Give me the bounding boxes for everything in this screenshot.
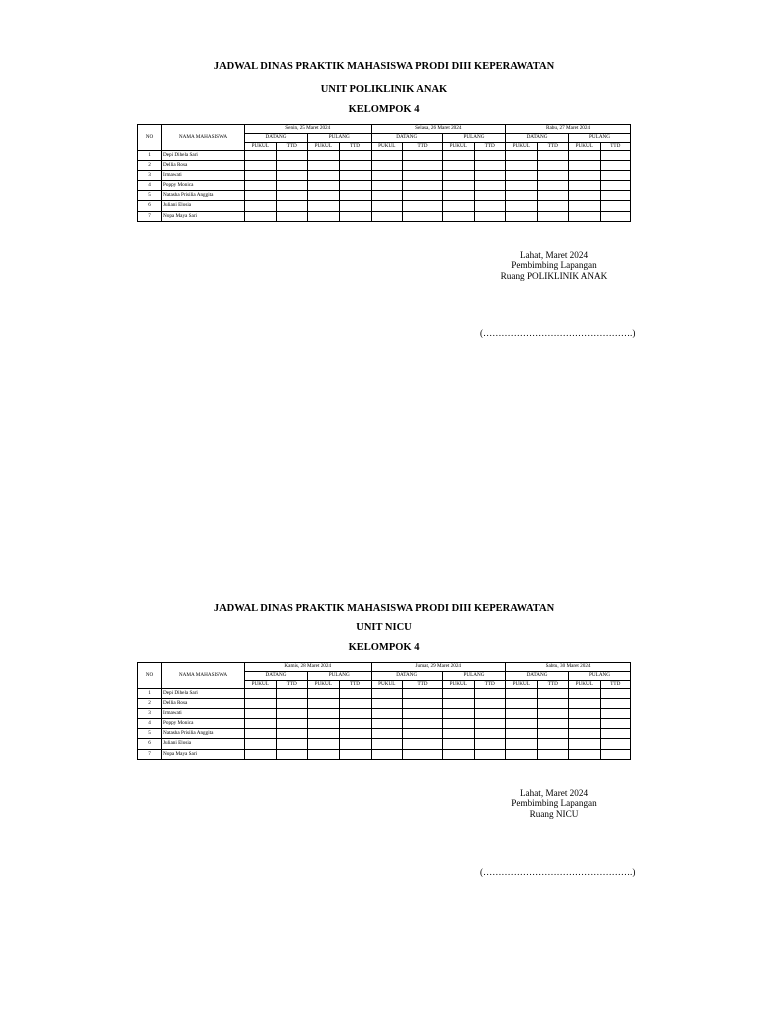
pukul-cell (308, 749, 340, 759)
ttd-cell (537, 749, 569, 759)
row-number: 6 (138, 739, 162, 749)
pukul-cell (569, 739, 601, 749)
table-row (138, 689, 631, 699)
ttd-cell (600, 699, 631, 709)
pukul-cell (371, 709, 403, 719)
pukul-cell (371, 151, 403, 161)
pukul-cell (308, 191, 340, 201)
place-date: Lahat, Maret 2024 (519, 250, 589, 260)
ttd-cell (600, 719, 631, 729)
pukul-cell (506, 191, 538, 201)
header-pukul: PUKUL (308, 143, 340, 151)
ttd-cell (339, 709, 371, 719)
ttd-cell (403, 729, 443, 739)
student-name: Nopa Maya Sari (162, 749, 245, 759)
header-pulang: PULANG (569, 134, 631, 143)
header-pulang: PULANG (308, 672, 372, 681)
pukul-cell (569, 749, 601, 759)
pukul-cell (506, 181, 538, 191)
table-row (138, 191, 631, 201)
pukul-cell (245, 151, 277, 161)
header-ttd: TTD (537, 681, 569, 689)
pukul-cell (308, 181, 340, 191)
ttd-cell (403, 749, 443, 759)
student-name: Natasha Prisilia Anggita (162, 729, 245, 739)
pukul-cell (245, 719, 277, 729)
pukul-cell (443, 729, 475, 739)
pukul-cell (443, 739, 475, 749)
header-datang: DATANG (371, 134, 443, 143)
pukul-cell (371, 729, 403, 739)
pukul-cell (506, 749, 538, 759)
header-ttd: TTD (276, 681, 308, 689)
document-title: JADWAL DINAS PRAKTIK MAHASISWA PRODI DIII KEPERAWATAN (213, 61, 555, 72)
pukul-cell (308, 729, 340, 739)
table-row (138, 171, 631, 181)
group-title: KELOMPOK 4 (348, 104, 420, 115)
header-name: NAMA MAHASISWA (162, 125, 245, 151)
header-pukul: PUKUL (371, 143, 403, 151)
ttd-cell (474, 161, 506, 171)
ttd-cell (403, 181, 443, 191)
pukul-cell (245, 749, 277, 759)
pukul-cell (506, 689, 538, 699)
room-name: Ruang NICU (529, 808, 579, 819)
pukul-cell (506, 161, 538, 171)
unit-title: UNIT POLIKLINIK ANAK (320, 84, 448, 95)
pukul-cell (245, 191, 277, 201)
ttd-cell (276, 719, 308, 729)
ttd-cell (276, 171, 308, 181)
student-name: Dellia Rosa (162, 699, 245, 709)
table-row (138, 749, 631, 759)
pukul-cell (443, 161, 475, 171)
ttd-cell (339, 739, 371, 749)
pukul-cell (245, 709, 277, 719)
pukul-cell (506, 211, 538, 221)
pukul-cell (371, 181, 403, 191)
ttd-cell (537, 201, 569, 211)
header-pukul: PUKUL (245, 681, 277, 689)
student-name: Depi Dihela Sari (162, 689, 245, 699)
pukul-cell (443, 749, 475, 759)
ttd-cell (403, 201, 443, 211)
ttd-cell (403, 151, 443, 161)
header-datang: DATANG (245, 672, 308, 681)
pukul-cell (506, 201, 538, 211)
ttd-cell (276, 729, 308, 739)
pukul-cell (443, 211, 475, 221)
place-date: Lahat, Maret 2024 (519, 788, 589, 798)
student-name: Juliani Elosia (162, 201, 245, 211)
ttd-cell (339, 191, 371, 201)
header-datang: DATANG (245, 134, 308, 143)
group-title: KELOMPOK 4 (348, 642, 420, 653)
supervisor-role: Pembimbing Lapangan (511, 260, 597, 271)
pukul-cell (443, 689, 475, 699)
ttd-cell (537, 181, 569, 191)
table-row (138, 729, 631, 739)
pukul-cell (506, 729, 538, 739)
pukul-cell (371, 161, 403, 171)
table-row (138, 161, 631, 171)
pukul-cell (371, 211, 403, 221)
pukul-cell (308, 739, 340, 749)
ttd-cell (600, 689, 631, 699)
row-number: 1 (138, 689, 162, 699)
ttd-cell (276, 749, 308, 759)
pukul-cell (308, 709, 340, 719)
row-number: 5 (138, 729, 162, 739)
schedule-table (137, 124, 631, 222)
header-pulang: PULANG (569, 672, 631, 681)
pukul-cell (245, 161, 277, 171)
student-name: Irmawati (162, 709, 245, 719)
row-number: 5 (138, 191, 162, 201)
pukul-cell (371, 749, 403, 759)
pukul-cell (245, 699, 277, 709)
ttd-cell (339, 719, 371, 729)
pukul-cell (569, 211, 601, 221)
ttd-cell (276, 201, 308, 211)
ttd-cell (600, 749, 631, 759)
pukul-cell (371, 739, 403, 749)
header-day: Sabtu, 30 Maret 2024 (506, 663, 631, 672)
ttd-cell (339, 749, 371, 759)
ttd-cell (600, 709, 631, 719)
ttd-cell (474, 181, 506, 191)
table-row (138, 719, 631, 729)
ttd-cell (276, 181, 308, 191)
pukul-cell (308, 151, 340, 161)
ttd-cell (339, 161, 371, 171)
ttd-cell (276, 191, 308, 201)
student-name: Poppy Monica (162, 181, 245, 191)
header-pulang: PULANG (443, 134, 506, 143)
header-ttd: TTD (276, 143, 308, 151)
pukul-cell (245, 211, 277, 221)
ttd-cell (474, 689, 506, 699)
ttd-cell (600, 201, 631, 211)
pukul-cell (506, 739, 538, 749)
ttd-cell (537, 699, 569, 709)
header-pukul: PUKUL (443, 143, 475, 151)
table-row (138, 151, 631, 161)
pukul-cell (569, 161, 601, 171)
row-number: 4 (138, 181, 162, 191)
ttd-cell (339, 211, 371, 221)
signature-line: (………………………………………….) (480, 328, 636, 338)
header-ttd: TTD (403, 143, 443, 151)
table-row (138, 201, 631, 211)
ttd-cell (474, 151, 506, 161)
pukul-cell (506, 719, 538, 729)
ttd-cell (537, 191, 569, 201)
ttd-cell (474, 709, 506, 719)
pukul-cell (569, 191, 601, 201)
ttd-cell (474, 201, 506, 211)
row-number: 7 (138, 211, 162, 221)
header-ttd: TTD (474, 681, 506, 689)
supervisor-role: Pembimbing Lapangan (511, 798, 597, 809)
ttd-cell (600, 161, 631, 171)
row-number: 6 (138, 201, 162, 211)
pukul-cell (443, 181, 475, 191)
header-no: NO (138, 125, 162, 151)
ttd-cell (403, 739, 443, 749)
signature-block (434, 788, 674, 819)
ttd-cell (276, 739, 308, 749)
ttd-cell (537, 151, 569, 161)
ttd-cell (403, 171, 443, 181)
row-number: 3 (138, 171, 162, 181)
pukul-cell (371, 201, 403, 211)
ttd-cell (276, 161, 308, 171)
row-number: 7 (138, 749, 162, 759)
ttd-cell (403, 161, 443, 171)
ttd-cell (276, 151, 308, 161)
student-rows (138, 689, 631, 760)
ttd-cell (537, 719, 569, 729)
header-ttd: TTD (600, 681, 631, 689)
ttd-cell (339, 729, 371, 739)
header-day: Jumat, 29 Maret 2024 (371, 663, 506, 672)
ttd-cell (600, 211, 631, 221)
ttd-cell (600, 191, 631, 201)
pukul-cell (443, 201, 475, 211)
pukul-cell (308, 171, 340, 181)
ttd-cell (474, 739, 506, 749)
pukul-cell (506, 151, 538, 161)
pukul-cell (569, 699, 601, 709)
table-row (138, 709, 631, 719)
pukul-cell (569, 201, 601, 211)
header-datang: DATANG (506, 134, 569, 143)
ttd-cell (474, 749, 506, 759)
ttd-cell (403, 211, 443, 221)
header-datang: DATANG (506, 672, 569, 681)
student-name: Depi Dihela Sari (162, 151, 245, 161)
pukul-cell (371, 689, 403, 699)
ttd-cell (276, 689, 308, 699)
ttd-cell (537, 161, 569, 171)
pukul-cell (569, 181, 601, 191)
header-day: Rabu, 27 Maret 2024 (506, 125, 631, 134)
student-name: Irmawati (162, 171, 245, 181)
row-number: 1 (138, 151, 162, 161)
ttd-cell (403, 191, 443, 201)
ttd-cell (403, 689, 443, 699)
ttd-cell (600, 171, 631, 181)
header-pukul: PUKUL (371, 681, 403, 689)
pukul-cell (443, 709, 475, 719)
header-day: Kamis, 28 Maret 2024 (245, 663, 372, 672)
header-datang: DATANG (371, 672, 443, 681)
pukul-cell (443, 151, 475, 161)
ttd-cell (474, 171, 506, 181)
pukul-cell (245, 181, 277, 191)
ttd-cell (474, 719, 506, 729)
header-pulang: PULANG (308, 134, 372, 143)
pukul-cell (443, 719, 475, 729)
pukul-cell (308, 689, 340, 699)
pukul-cell (569, 151, 601, 161)
header-ttd: TTD (339, 143, 371, 151)
table-row (138, 211, 631, 221)
ttd-cell (537, 211, 569, 221)
pukul-cell (308, 201, 340, 211)
pukul-cell (245, 171, 277, 181)
student-rows (138, 151, 631, 222)
header-pukul: PUKUL (443, 681, 475, 689)
signature-block (434, 250, 674, 281)
ttd-cell (276, 699, 308, 709)
pukul-cell (245, 201, 277, 211)
row-number: 4 (138, 719, 162, 729)
ttd-cell (537, 689, 569, 699)
header-day: Senin, 25 Maret 2024 (245, 125, 372, 134)
ttd-cell (537, 171, 569, 181)
ttd-cell (276, 709, 308, 719)
ttd-cell (600, 729, 631, 739)
header-day: Selasa, 26 Maret 2024 (371, 125, 506, 134)
pukul-cell (569, 171, 601, 181)
ttd-cell (600, 151, 631, 161)
header-pukul: PUKUL (245, 143, 277, 151)
pukul-cell (443, 191, 475, 201)
header-pukul: PUKUL (506, 143, 538, 151)
row-number: 3 (138, 709, 162, 719)
ttd-cell (537, 739, 569, 749)
ttd-cell (474, 191, 506, 201)
table-row (138, 699, 631, 709)
ttd-cell (339, 201, 371, 211)
ttd-cell (339, 151, 371, 161)
ttd-cell (474, 699, 506, 709)
ttd-cell (537, 729, 569, 739)
header-ttd: TTD (339, 681, 371, 689)
ttd-cell (403, 719, 443, 729)
pukul-cell (308, 161, 340, 171)
pukul-cell (371, 191, 403, 201)
student-name: Natasha Prisilia Anggita (162, 191, 245, 201)
document-title: JADWAL DINAS PRAKTIK MAHASISWA PRODI DIII KEPERAWATAN (213, 603, 555, 614)
pukul-cell (569, 719, 601, 729)
pukul-cell (506, 709, 538, 719)
ttd-cell (339, 181, 371, 191)
pukul-cell (308, 699, 340, 709)
student-name: Dellia Rosa (162, 161, 245, 171)
student-name: Poppy Monica (162, 719, 245, 729)
pukul-cell (371, 699, 403, 709)
row-number: 2 (138, 161, 162, 171)
ttd-cell (474, 211, 506, 221)
student-name: Nopa Maya Sari (162, 211, 245, 221)
header-ttd: TTD (474, 143, 506, 151)
row-number: 2 (138, 699, 162, 709)
ttd-cell (339, 689, 371, 699)
header-name: NAMA MAHASISWA (162, 663, 245, 689)
pukul-cell (443, 171, 475, 181)
pukul-cell (245, 729, 277, 739)
pukul-cell (245, 739, 277, 749)
unit-title: UNIT NICU (356, 622, 412, 633)
signature-line: (………………………………………….) (480, 867, 636, 877)
ttd-cell (339, 171, 371, 181)
header-pukul: PUKUL (569, 681, 601, 689)
pukul-cell (371, 171, 403, 181)
header-pulang: PULANG (443, 672, 506, 681)
pukul-cell (371, 719, 403, 729)
pukul-cell (443, 699, 475, 709)
table-row (138, 739, 631, 749)
ttd-cell (600, 739, 631, 749)
pukul-cell (308, 719, 340, 729)
header-ttd: TTD (537, 143, 569, 151)
ttd-cell (403, 709, 443, 719)
header-pukul: PUKUL (506, 681, 538, 689)
pukul-cell (245, 689, 277, 699)
header-no: NO (138, 663, 162, 689)
ttd-cell (474, 729, 506, 739)
pukul-cell (569, 709, 601, 719)
ttd-cell (600, 181, 631, 191)
student-name: Juliani Elosia (162, 739, 245, 749)
pukul-cell (569, 729, 601, 739)
header-ttd: TTD (600, 143, 631, 151)
schedule-table (137, 662, 631, 760)
header-pukul: PUKUL (569, 143, 601, 151)
ttd-cell (403, 699, 443, 709)
header-ttd: TTD (403, 681, 443, 689)
pukul-cell (308, 211, 340, 221)
header-pukul: PUKUL (308, 681, 340, 689)
pukul-cell (569, 689, 601, 699)
ttd-cell (537, 709, 569, 719)
table-row (138, 181, 631, 191)
pukul-cell (506, 171, 538, 181)
ttd-cell (276, 211, 308, 221)
room-name: Ruang POLIKLINIK ANAK (500, 270, 608, 281)
ttd-cell (339, 699, 371, 709)
pukul-cell (506, 699, 538, 709)
